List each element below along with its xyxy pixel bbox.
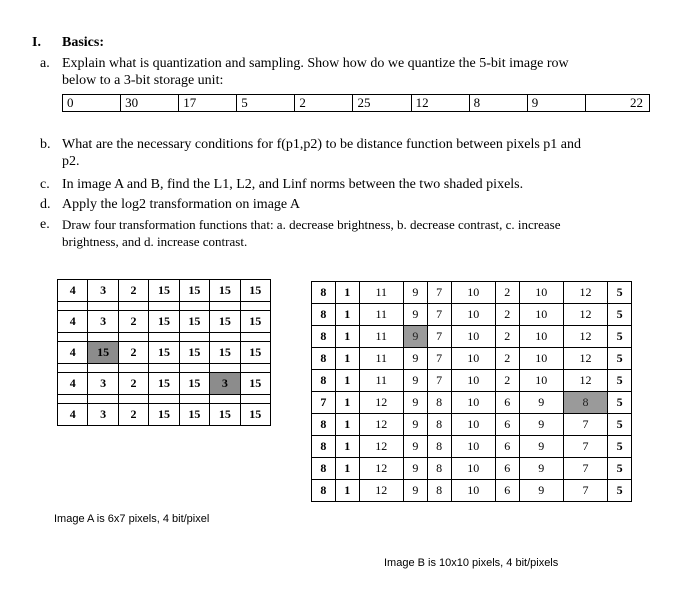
row-value-cell: 12 [412, 95, 470, 111]
image-a-pixel: 4 [58, 311, 88, 333]
image-a-pixel: 15 [179, 373, 209, 395]
image-a-pixel: 2 [118, 373, 148, 395]
image-b-pixel: 8 [427, 392, 451, 414]
image-a-grid [57, 279, 271, 426]
image-b-row [312, 282, 632, 304]
image-b-pixel: 11 [359, 370, 403, 392]
image-b-pixel: 5 [608, 370, 632, 392]
image-b-pixel: 8 [312, 436, 336, 458]
image-b-pixel: 2 [495, 304, 519, 326]
image-a-gap-cell [210, 364, 240, 373]
image-a-pixel: 15 [210, 404, 240, 426]
image-b-pixel: 6 [495, 436, 519, 458]
row-value-cell: 2 [295, 95, 353, 111]
image-b-pixel: 7 [427, 304, 451, 326]
image-b-pixel: 8 [427, 436, 451, 458]
image-b-pixel: 9 [403, 436, 427, 458]
question-e-line2: brightness, and d. increase contrast. [62, 234, 248, 249]
image-b-pixel: 8 [312, 282, 336, 304]
image-b-pixel: 5 [608, 348, 632, 370]
image-b-pixel: 8 [427, 414, 451, 436]
image-a-row [58, 311, 271, 333]
image-a-gap-cell [118, 395, 148, 404]
image-a-gap-cell [179, 395, 209, 404]
row-value-cell: 5 [237, 95, 295, 111]
image-a-gap-cell [210, 395, 240, 404]
image-a-pixel: 15 [179, 311, 209, 333]
image-b-pixel: 7 [312, 392, 336, 414]
image-a-gap-cell [210, 302, 240, 311]
image-a-pixel: 4 [58, 342, 88, 364]
image-a-gap-cell [240, 395, 270, 404]
image-b-pixel: 8 [312, 414, 336, 436]
image-b-pixel: 8 [563, 392, 607, 414]
image-b-pixel: 12 [359, 458, 403, 480]
image-b-pixel: 12 [563, 326, 607, 348]
image-b-pixel: 11 [359, 304, 403, 326]
image-a-gap-cell [179, 364, 209, 373]
image-b-pixel: 12 [359, 392, 403, 414]
image-b-pixel: 8 [427, 480, 451, 502]
image-a-gap-cell [118, 364, 148, 373]
image-b-pixel: 8 [427, 458, 451, 480]
image-b-pixel: 10 [451, 414, 495, 436]
image-b-pixel: 10 [451, 348, 495, 370]
row-value-cell: 22 [629, 95, 643, 110]
image-b-pixel: 2 [495, 282, 519, 304]
image-a-gap-cell [210, 333, 240, 342]
image-b-pixel: 1 [335, 458, 359, 480]
image-b-pixel: 9 [403, 392, 427, 414]
question-e-text [62, 216, 561, 250]
image-b-pixel: 7 [427, 326, 451, 348]
image-b-pixel: 12 [359, 414, 403, 436]
image-b-pixel: 10 [451, 436, 495, 458]
image-a-gap-cell [88, 333, 118, 342]
image-b-pixel: 8 [312, 348, 336, 370]
image-b-pixel: 7 [563, 414, 607, 436]
image-b-row [312, 348, 632, 370]
image-b-pixel: 10 [519, 370, 563, 392]
image-b-pixel: 12 [359, 480, 403, 502]
row-value-cell: 8 [470, 95, 528, 111]
image-a-pixel: 15 [179, 404, 209, 426]
image-b-row [312, 458, 632, 480]
image-b-pixel: 6 [495, 480, 519, 502]
image-a-row-gap [58, 302, 271, 311]
image-b-pixel: 10 [451, 282, 495, 304]
image-b-pixel: 2 [495, 348, 519, 370]
image-a-gap-cell [118, 333, 148, 342]
image-a-pixel: 15 [149, 404, 179, 426]
image-a-pixel: 2 [118, 311, 148, 333]
image-a-gap-cell [179, 333, 209, 342]
image-b-pixel: 7 [563, 458, 607, 480]
row-value-cell: 30 [121, 95, 179, 111]
image-b-pixel: 7 [563, 480, 607, 502]
image-a-gap-cell [118, 302, 148, 311]
image-a-pixel: 15 [149, 311, 179, 333]
image-b-pixel: 8 [312, 480, 336, 502]
image-b-pixel: 5 [608, 436, 632, 458]
image-b-pixel: 10 [451, 458, 495, 480]
image-b-pixel: 11 [359, 282, 403, 304]
question-b-letter: b. [40, 137, 51, 152]
question-a-line2: below to a 3-bit storage unit: [62, 73, 224, 88]
image-b-pixel: 2 [495, 370, 519, 392]
image-a-pixel: 15 [88, 342, 118, 364]
image-a-pixel: 15 [149, 280, 179, 302]
image-b-pixel: 8 [312, 326, 336, 348]
row-value-cell: 9 [528, 95, 586, 111]
image-b-pixel: 9 [403, 282, 427, 304]
image-a-pixel: 15 [240, 373, 270, 395]
image-a-row [58, 342, 271, 364]
image-a-pixel: 3 [88, 311, 118, 333]
image-a-gap-cell [58, 333, 88, 342]
image-a-gap-cell [149, 364, 179, 373]
image-a-gap-cell [88, 302, 118, 311]
image-a-pixel: 15 [240, 404, 270, 426]
image-b-pixel: 5 [608, 326, 632, 348]
image-b-pixel: 9 [403, 326, 427, 348]
image-b-pixel: 10 [451, 480, 495, 502]
image-a-gap-cell [58, 395, 88, 404]
image-b-pixel: 10 [519, 304, 563, 326]
image-a-row [58, 404, 271, 426]
image-a-pixel: 15 [149, 342, 179, 364]
question-e-line1: Draw four transformation functions that: a. decrease brightness, b. decrease contrast, c. increase [62, 217, 561, 232]
image-b-row [312, 414, 632, 436]
image-b-pixel: 11 [359, 348, 403, 370]
image-b-pixel: 12 [563, 282, 607, 304]
section-title: Basics: [62, 35, 104, 50]
question-d-text: Apply the log2 transformation on image A [62, 197, 300, 212]
image-b-pixel: 12 [563, 348, 607, 370]
question-b-text [62, 136, 581, 170]
image-b-pixel: 9 [403, 458, 427, 480]
image-b-row [312, 304, 632, 326]
image-b-pixel: 12 [359, 436, 403, 458]
image-b-pixel: 10 [519, 348, 563, 370]
image-a-pixel: 2 [118, 342, 148, 364]
image-a-pixel: 3 [210, 373, 240, 395]
image-b-pixel: 6 [495, 392, 519, 414]
image-a-row [58, 373, 271, 395]
image-a-pixel: 15 [240, 311, 270, 333]
image-a-pixel: 15 [240, 280, 270, 302]
image-a-pixel: 2 [118, 280, 148, 302]
image-b-pixel: 5 [608, 414, 632, 436]
image-a-gap-cell [88, 395, 118, 404]
image-b-pixel: 5 [608, 458, 632, 480]
image-b-pixel: 9 [403, 480, 427, 502]
row-value-cell: 25 [353, 95, 411, 111]
image-b-pixel: 2 [495, 326, 519, 348]
image-b-row [312, 326, 632, 348]
question-e-letter: e. [40, 217, 50, 232]
image-b-row [312, 480, 632, 502]
image-b-pixel: 1 [335, 370, 359, 392]
image-b-pixel: 9 [519, 414, 563, 436]
image-b-pixel: 9 [519, 458, 563, 480]
image-b-pixel: 7 [427, 370, 451, 392]
image-a-pixel: 15 [210, 280, 240, 302]
image-a-pixel: 3 [88, 404, 118, 426]
image-a-gap-cell [149, 302, 179, 311]
image-b-pixel: 5 [608, 282, 632, 304]
image-b-pixel: 1 [335, 304, 359, 326]
image-b-pixel: 5 [608, 480, 632, 502]
question-a-text [62, 55, 569, 89]
image-a-pixel: 15 [210, 342, 240, 364]
image-a-row-gap [58, 364, 271, 373]
image-b-pixel: 8 [312, 370, 336, 392]
image-b-pixel: 1 [335, 326, 359, 348]
image-b-pixel: 10 [519, 282, 563, 304]
image-a-row-gap [58, 395, 271, 404]
image-b-pixel: 8 [312, 458, 336, 480]
image-b-pixel: 10 [451, 392, 495, 414]
image-a-pixel: 3 [88, 280, 118, 302]
image-b-pixel: 7 [427, 348, 451, 370]
image-a-row [58, 280, 271, 302]
image-b-row [312, 392, 632, 414]
image-b-pixel: 9 [403, 414, 427, 436]
image-a-gap-cell [88, 364, 118, 373]
question-a-line1: Explain what is quantization and sampling. Show how do we quantize the 5-bit image row [62, 56, 569, 71]
image-a-pixel: 15 [149, 373, 179, 395]
image-a-gap-cell [240, 364, 270, 373]
image-b-pixel: 9 [519, 392, 563, 414]
image-b-pixel: 9 [403, 348, 427, 370]
image-a-pixel: 3 [88, 373, 118, 395]
image-a-pixel: 15 [240, 342, 270, 364]
image-a-pixel: 2 [118, 404, 148, 426]
image-a-pixel: 15 [210, 311, 240, 333]
image-b-pixel: 6 [495, 458, 519, 480]
image-b-caption: Image B is 10x10 pixels, 4 bit/pixels [384, 557, 559, 569]
image-b-pixel: 1 [335, 282, 359, 304]
image-b-pixel: 9 [519, 436, 563, 458]
image-b-grid [311, 281, 632, 502]
image-a-gap-cell [179, 302, 209, 311]
image-b-pixel: 7 [563, 436, 607, 458]
image-b-pixel: 10 [451, 370, 495, 392]
question-c-letter: c. [40, 177, 50, 192]
image-b-pixel: 12 [563, 370, 607, 392]
image-a-gap-cell [58, 364, 88, 373]
question-d-letter: d. [40, 197, 51, 212]
image-b-pixel: 12 [563, 304, 607, 326]
image-b-pixel: 11 [359, 326, 403, 348]
image-b-row [312, 370, 632, 392]
image-b-pixel: 10 [519, 326, 563, 348]
question-a-letter: a. [40, 56, 50, 71]
image-b-pixel: 5 [608, 304, 632, 326]
row-value-cell: 17 [179, 95, 237, 111]
image-a-gap-cell [58, 302, 88, 311]
image-a-pixel: 15 [179, 342, 209, 364]
image-b-pixel: 8 [312, 304, 336, 326]
image-b-pixel: 1 [335, 392, 359, 414]
image-a-gap-cell [240, 333, 270, 342]
question-b-line2: p2. [62, 154, 80, 169]
image-a-gap-cell [149, 395, 179, 404]
image-b-pixel: 9 [403, 304, 427, 326]
image-b-row [312, 436, 632, 458]
image-b-pixel: 7 [427, 282, 451, 304]
image-b-pixel: 1 [335, 414, 359, 436]
image-b-pixel: 6 [495, 414, 519, 436]
image-b-pixel: 9 [519, 480, 563, 502]
image-a-caption: Image A is 6x7 pixels, 4 bit/pixel [54, 513, 210, 525]
image-a-gap-cell [240, 302, 270, 311]
question-c-text: In image A and B, find the L1, L2, and Linf norms between the two shaded pixels. [62, 177, 524, 192]
section-number: I. [32, 35, 41, 50]
image-b-pixel: 1 [335, 348, 359, 370]
image-a-row-gap [58, 333, 271, 342]
image-b-pixel: 1 [335, 480, 359, 502]
image-a-pixel: 4 [58, 280, 88, 302]
image-b-pixel: 1 [335, 436, 359, 458]
image-a-gap-cell [149, 333, 179, 342]
image-a-pixel: 4 [58, 404, 88, 426]
row-value-cell: 0 [63, 95, 121, 111]
image-b-pixel: 10 [451, 326, 495, 348]
question-b-line1: What are the necessary conditions for f(p1,p2) to be distance function between pixels p1 and [62, 137, 581, 152]
image-a-pixel: 4 [58, 373, 88, 395]
five-bit-row-values [62, 94, 650, 112]
image-b-pixel: 9 [403, 370, 427, 392]
image-b-pixel: 10 [451, 304, 495, 326]
image-b-pixel: 5 [608, 392, 632, 414]
image-a-pixel: 15 [179, 280, 209, 302]
